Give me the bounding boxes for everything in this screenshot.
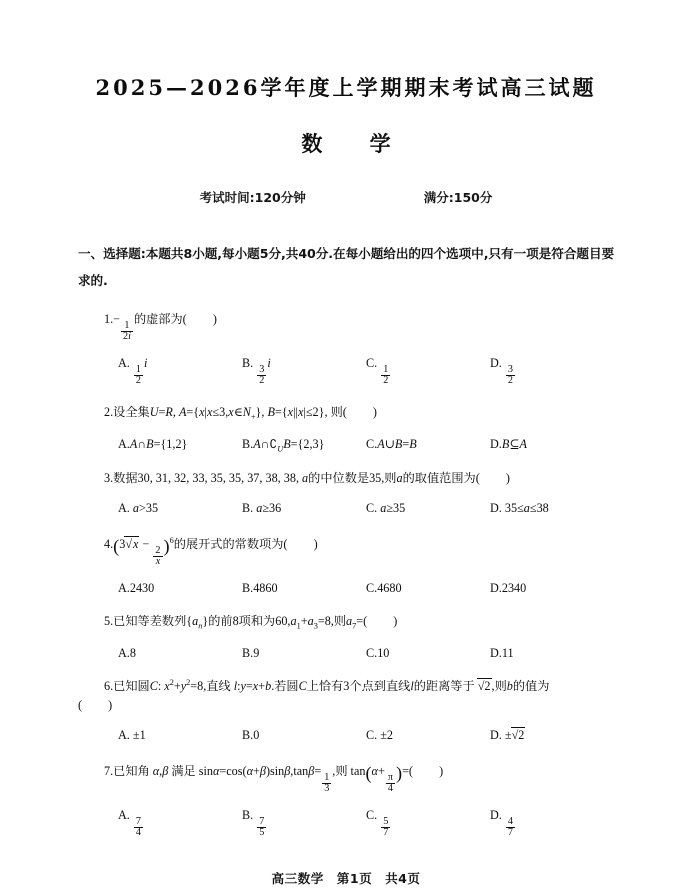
question-2-option-a[interactable]: A.A∩B={1,2} [118,436,188,451]
question-7-number: 7. [104,763,114,778]
question-3-option-c[interactable]: C. a≥35 [366,501,406,516]
question-6 [78,677,614,743]
question-2-number: 2. [104,404,114,419]
question-2-options [78,437,614,453]
question-5-option-c[interactable]: C.10 [366,646,390,661]
footer-page-number: 第1页 [336,871,373,886]
question-4-option-b[interactable]: B.4860 [242,580,278,595]
question-1-option-c[interactable]: C. $\frac{1}{2}$ [366,355,389,387]
exam-content [0,240,692,838]
question-6-option-b[interactable]: B.0 [242,727,260,742]
question-4-options [78,581,614,596]
question-2-stem: 2.设全集U=R, $A=\{x|x\le 3,x\in N_+\}$, B={x||x|≤2}, 则( ) [104,404,377,421]
question-5-option-d[interactable]: D.11 [490,646,514,661]
footer-subject: 高三数学 [271,871,324,886]
question-5-number: 5. [104,613,114,628]
question-2 [78,403,614,454]
question-6-option-c[interactable]: C. ±2 [366,727,394,742]
question-1-number: 1. [104,312,114,327]
question-6-stem: 6.已知圆C: $x^2+y^2=8$,直线 l:y=x+b.若圆C上恰有3个点到直线l的距离等于 √2,则b的值为 [104,678,550,694]
question-4 [78,532,614,596]
footer-total-pages: 共4页 [385,871,421,886]
question-2-option-c[interactable]: C.A∪B=B [366,436,417,451]
question-5-option-b[interactable]: B.9 [242,646,260,661]
question-1 [78,310,614,386]
question-4-option-d[interactable]: D.2340 [490,580,527,595]
exam-duration: 考试时间:120分钟 [199,190,306,205]
question-2-option-d[interactable]: D.B⊆A [490,436,527,451]
question-4-option-c[interactable]: C.4680 [366,580,402,595]
question-3 [78,469,614,516]
exam-total-score: 满分:150分 [423,190,493,205]
question-7-option-d[interactable]: D. $\frac{4}{7}$ [490,807,513,838]
question-7 [78,759,614,838]
question-5-stem: 5.已知等差数列$\{a_n\}$的前8项和为$60,a_1+a_3=8$,则$a_7=$( ) [104,613,398,631]
question-3-options [78,501,614,516]
question-5-options [78,646,614,661]
question-7-options [78,808,614,839]
question-5 [78,612,614,661]
question-7-option-b[interactable]: B. $\frac{7}{5}$ [242,807,265,838]
question-7-option-c[interactable]: C. $\frac{5}{7}$ [366,807,389,838]
question-6-stem-continued: ( ) [78,698,113,713]
page-footer [0,868,692,887]
question-1-option-a[interactable]: A. $\frac{1}{2}$ i [118,355,148,387]
question-3-option-a[interactable]: A. a>35 [118,501,159,516]
question-4-stem: 4.(3√x − $\frac{2}{x}$ )$^6$的展开式的常数项为( ) [104,536,318,568]
question-3-number: 3. [104,471,114,486]
exam-title: 2025—2026学年度上学期期末考试高三试题 [95,75,597,100]
question-7-stem: 7.已知角 α,β 满足 sinα=cos(α+β)sinβ,tanβ= $\frac{1}{3}$ ,则 tan(α+ $\frac{\pi}{4}$ )=( ) [104,762,444,795]
question-1-options [78,356,614,387]
question-1-option-b[interactable]: B. $\frac{3}{2}$ i [242,355,271,387]
question-7-option-a[interactable]: A. $\frac{7}{4}$ [118,807,141,838]
question-3-option-d[interactable]: D. 35≤a≤38 [490,501,549,516]
question-6-option-a[interactable]: A. ±1 [118,727,146,742]
question-4-option-a[interactable]: A.2430 [118,580,155,595]
question-6-options [78,728,614,743]
subject-title: 数 学 [301,131,411,156]
question-5-option-a[interactable]: A.8 [118,646,136,661]
question-6-number: 6. [104,679,114,694]
question-1-option-d[interactable]: D. $\frac{3}{2}$ [490,355,513,387]
question-2-option-b[interactable]: $B.A\cap∁_UB=\{2,3\}$ [242,436,325,454]
section-instruction: 一、选择题:本题共8小题,每小题5分,共40分.在每小题给出的四个选项中,只有一项是符合题目要求的. [78,246,614,289]
exam-meta-row [0,158,692,206]
question-1-stem: 1.− $\frac{1}{2i}$ 的虚部为( ) [104,312,217,343]
question-4-number: 4. [104,537,114,552]
question-3-stem: 3.数据30, 31, 32, 33, 35, 35, 37, 38, 38, a的中位数是35,则a的取值范围为( ) [104,471,510,486]
question-6-option-d[interactable]: D. ±√2 [490,727,525,742]
question-3-option-b[interactable]: B. a≥36 [242,501,282,516]
